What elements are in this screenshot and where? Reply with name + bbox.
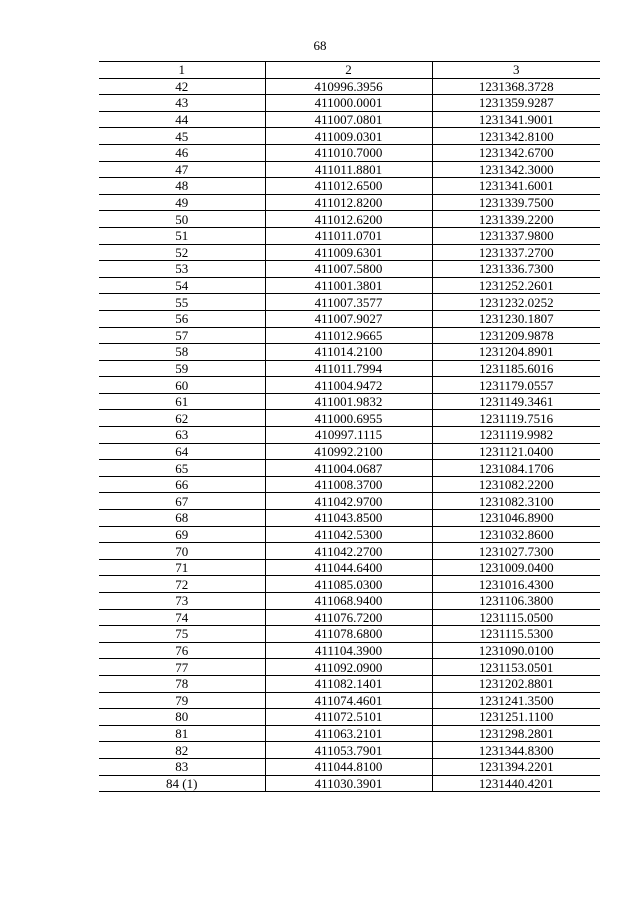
cell-y-coordinate: 1231149.3461 xyxy=(432,393,600,410)
cell-x-coordinate: 411042.9700 xyxy=(265,493,432,510)
cell-point-number: 46 xyxy=(99,144,265,161)
cell-point-number: 49 xyxy=(99,194,265,211)
cell-y-coordinate: 1231337.9800 xyxy=(432,227,600,244)
cell-x-coordinate: 411011.0701 xyxy=(265,227,432,244)
cell-x-coordinate: 411007.9027 xyxy=(265,310,432,327)
table-body xyxy=(99,78,600,792)
cell-y-coordinate: 1231106.3800 xyxy=(432,593,600,610)
cell-point-number: 66 xyxy=(99,476,265,493)
table-row xyxy=(99,393,600,410)
cell-point-number: 47 xyxy=(99,161,265,178)
cell-point-number: 51 xyxy=(99,227,265,244)
cell-x-coordinate: 411085.0300 xyxy=(265,576,432,593)
table-row xyxy=(99,742,600,759)
cell-x-coordinate: 411001.3801 xyxy=(265,277,432,294)
cell-x-coordinate: 411063.2101 xyxy=(265,725,432,742)
cell-x-coordinate: 411012.6200 xyxy=(265,211,432,228)
cell-x-coordinate: 411030.3901 xyxy=(265,775,432,792)
table-row xyxy=(99,559,600,576)
cell-y-coordinate: 1231121.0400 xyxy=(432,443,600,460)
table-row xyxy=(99,427,600,444)
page-number: 68 xyxy=(313,38,327,53)
cell-x-coordinate: 411011.7994 xyxy=(265,360,432,377)
table-row xyxy=(99,526,600,543)
cell-x-coordinate: 411043.8500 xyxy=(265,510,432,527)
cell-point-number: 55 xyxy=(99,294,265,311)
table-row xyxy=(99,310,600,327)
cell-point-number: 62 xyxy=(99,410,265,427)
table-row xyxy=(99,493,600,510)
cell-x-coordinate: 411007.5800 xyxy=(265,261,432,278)
cell-y-coordinate: 1231209.9878 xyxy=(432,327,600,344)
cell-y-coordinate: 1231009.0400 xyxy=(432,559,600,576)
cell-y-coordinate: 1231298.2801 xyxy=(432,725,600,742)
table-row xyxy=(99,227,600,244)
cell-y-coordinate: 1231082.3100 xyxy=(432,493,600,510)
cell-point-number: 69 xyxy=(99,526,265,543)
cell-point-number: 81 xyxy=(99,725,265,742)
cell-point-number: 76 xyxy=(99,642,265,659)
cell-x-coordinate: 411001.9832 xyxy=(265,393,432,410)
cell-point-number: 82 xyxy=(99,742,265,759)
table-row xyxy=(99,128,600,145)
cell-point-number: 59 xyxy=(99,360,265,377)
cell-y-coordinate: 1231336.7300 xyxy=(432,261,600,278)
column-header-x: 2 xyxy=(265,62,432,79)
cell-x-coordinate: 411004.0687 xyxy=(265,460,432,477)
cell-point-number: 67 xyxy=(99,493,265,510)
table-row xyxy=(99,725,600,742)
table-row xyxy=(99,410,600,427)
cell-x-coordinate: 411014.2100 xyxy=(265,344,432,361)
cell-y-coordinate: 1231232.0252 xyxy=(432,294,600,311)
cell-point-number: 54 xyxy=(99,277,265,294)
cell-point-number: 43 xyxy=(99,95,265,112)
cell-point-number: 71 xyxy=(99,559,265,576)
cell-x-coordinate: 411104.3900 xyxy=(265,642,432,659)
cell-point-number: 61 xyxy=(99,393,265,410)
cell-point-number: 42 xyxy=(99,78,265,95)
table-row xyxy=(99,178,600,195)
cell-x-coordinate: 411004.9472 xyxy=(265,377,432,394)
cell-point-number: 60 xyxy=(99,377,265,394)
cell-point-number: 72 xyxy=(99,576,265,593)
cell-point-number: 79 xyxy=(99,692,265,709)
table-row xyxy=(99,111,600,128)
cell-y-coordinate: 1231342.6700 xyxy=(432,144,600,161)
table-row xyxy=(99,543,600,560)
cell-x-coordinate: 411044.6400 xyxy=(265,559,432,576)
cell-y-coordinate: 1231359.9287 xyxy=(432,95,600,112)
cell-y-coordinate: 1231016.4300 xyxy=(432,576,600,593)
cell-point-number: 48 xyxy=(99,178,265,195)
cell-point-number: 74 xyxy=(99,609,265,626)
cell-y-coordinate: 1231394.2201 xyxy=(432,758,600,775)
table-row xyxy=(99,327,600,344)
cell-y-coordinate: 1231204.8901 xyxy=(432,344,600,361)
cell-point-number: 58 xyxy=(99,344,265,361)
cell-y-coordinate: 1231185.6016 xyxy=(432,360,600,377)
cell-y-coordinate: 1231230.1807 xyxy=(432,310,600,327)
table-row xyxy=(99,758,600,775)
cell-y-coordinate: 1231251.1100 xyxy=(432,709,600,726)
cell-x-coordinate: 411008.3700 xyxy=(265,476,432,493)
table-header-row xyxy=(99,62,600,79)
table-row xyxy=(99,775,600,792)
table-row xyxy=(99,609,600,626)
table-row xyxy=(99,277,600,294)
cell-x-coordinate: 411012.8200 xyxy=(265,194,432,211)
cell-x-coordinate: 410997.1115 xyxy=(265,427,432,444)
cell-x-coordinate: 411012.6500 xyxy=(265,178,432,195)
cell-x-coordinate: 411092.0900 xyxy=(265,659,432,676)
cell-point-number: 56 xyxy=(99,310,265,327)
table-row xyxy=(99,294,600,311)
cell-x-coordinate: 410992.2100 xyxy=(265,443,432,460)
column-header-point: 1 xyxy=(99,62,265,79)
cell-x-coordinate: 411078.6800 xyxy=(265,626,432,643)
cell-y-coordinate: 1231368.3728 xyxy=(432,78,600,95)
cell-point-number: 80 xyxy=(99,709,265,726)
cell-x-coordinate: 411074.4601 xyxy=(265,692,432,709)
table-row xyxy=(99,675,600,692)
cell-y-coordinate: 1231342.3000 xyxy=(432,161,600,178)
cell-x-coordinate: 411000.0001 xyxy=(265,95,432,112)
table-row xyxy=(99,460,600,477)
cell-point-number: 77 xyxy=(99,659,265,676)
table-row xyxy=(99,211,600,228)
cell-x-coordinate: 411009.0301 xyxy=(265,128,432,145)
cell-x-coordinate: 411068.9400 xyxy=(265,593,432,610)
table-row xyxy=(99,194,600,211)
cell-x-coordinate: 411042.5300 xyxy=(265,526,432,543)
table-row xyxy=(99,476,600,493)
table-row xyxy=(99,78,600,95)
table-row xyxy=(99,360,600,377)
cell-x-coordinate: 411044.8100 xyxy=(265,758,432,775)
cell-x-coordinate: 411009.6301 xyxy=(265,244,432,261)
cell-x-coordinate: 411007.3577 xyxy=(265,294,432,311)
cell-point-number: 84 (1) xyxy=(99,775,265,792)
cell-y-coordinate: 1231342.8100 xyxy=(432,128,600,145)
cell-y-coordinate: 1231119.7516 xyxy=(432,410,600,427)
cell-point-number: 75 xyxy=(99,626,265,643)
table-row xyxy=(99,144,600,161)
cell-x-coordinate: 411076.7200 xyxy=(265,609,432,626)
cell-point-number: 73 xyxy=(99,593,265,610)
cell-y-coordinate: 1231115.5300 xyxy=(432,626,600,643)
cell-y-coordinate: 1231241.3500 xyxy=(432,692,600,709)
cell-y-coordinate: 1231440.4201 xyxy=(432,775,600,792)
cell-y-coordinate: 1231337.2700 xyxy=(432,244,600,261)
table-row xyxy=(99,659,600,676)
cell-y-coordinate: 1231341.9001 xyxy=(432,111,600,128)
table-row xyxy=(99,642,600,659)
cell-x-coordinate: 411011.8801 xyxy=(265,161,432,178)
cell-x-coordinate: 411007.0801 xyxy=(265,111,432,128)
cell-point-number: 63 xyxy=(99,427,265,444)
cell-point-number: 64 xyxy=(99,443,265,460)
table-row xyxy=(99,377,600,394)
table-row xyxy=(99,244,600,261)
table-row xyxy=(99,95,600,112)
cell-x-coordinate: 411000.6955 xyxy=(265,410,432,427)
cell-x-coordinate: 411082.1401 xyxy=(265,675,432,692)
cell-point-number: 83 xyxy=(99,758,265,775)
cell-point-number: 65 xyxy=(99,460,265,477)
cell-y-coordinate: 1231344.8300 xyxy=(432,742,600,759)
table-row xyxy=(99,709,600,726)
table-row xyxy=(99,161,600,178)
table-row xyxy=(99,443,600,460)
cell-point-number: 68 xyxy=(99,510,265,527)
cell-x-coordinate: 411012.9665 xyxy=(265,327,432,344)
column-header-y: 3 xyxy=(432,62,600,79)
cell-y-coordinate: 1231153.0501 xyxy=(432,659,600,676)
table-row xyxy=(99,593,600,610)
table-row xyxy=(99,344,600,361)
cell-point-number: 70 xyxy=(99,543,265,560)
cell-y-coordinate: 1231341.6001 xyxy=(432,178,600,195)
cell-y-coordinate: 1231090.0100 xyxy=(432,642,600,659)
table-row xyxy=(99,692,600,709)
cell-y-coordinate: 1231179.0557 xyxy=(432,377,600,394)
cell-x-coordinate: 411053.7901 xyxy=(265,742,432,759)
cell-point-number: 78 xyxy=(99,675,265,692)
cell-point-number: 53 xyxy=(99,261,265,278)
cell-y-coordinate: 1231027.7300 xyxy=(432,543,600,560)
cell-y-coordinate: 1231202.8801 xyxy=(432,675,600,692)
table-row xyxy=(99,576,600,593)
cell-y-coordinate: 1231339.7500 xyxy=(432,194,600,211)
table-row xyxy=(99,626,600,643)
cell-y-coordinate: 1231046.8900 xyxy=(432,510,600,527)
cell-y-coordinate: 1231252.2601 xyxy=(432,277,600,294)
cell-point-number: 50 xyxy=(99,211,265,228)
cell-x-coordinate: 411042.2700 xyxy=(265,543,432,560)
cell-y-coordinate: 1231115.0500 xyxy=(432,609,600,626)
cell-x-coordinate: 411010.7000 xyxy=(265,144,432,161)
cell-point-number: 52 xyxy=(99,244,265,261)
table-row xyxy=(99,510,600,527)
coordinates-table xyxy=(99,61,600,792)
cell-x-coordinate: 411072.5101 xyxy=(265,709,432,726)
cell-y-coordinate: 1231032.8600 xyxy=(432,526,600,543)
cell-y-coordinate: 1231082.2200 xyxy=(432,476,600,493)
cell-y-coordinate: 1231084.1706 xyxy=(432,460,600,477)
cell-point-number: 57 xyxy=(99,327,265,344)
cell-point-number: 45 xyxy=(99,128,265,145)
cell-point-number: 44 xyxy=(99,111,265,128)
cell-y-coordinate: 1231119.9982 xyxy=(432,427,600,444)
table-row xyxy=(99,261,600,278)
cell-y-coordinate: 1231339.2200 xyxy=(432,211,600,228)
cell-x-coordinate: 410996.3956 xyxy=(265,78,432,95)
